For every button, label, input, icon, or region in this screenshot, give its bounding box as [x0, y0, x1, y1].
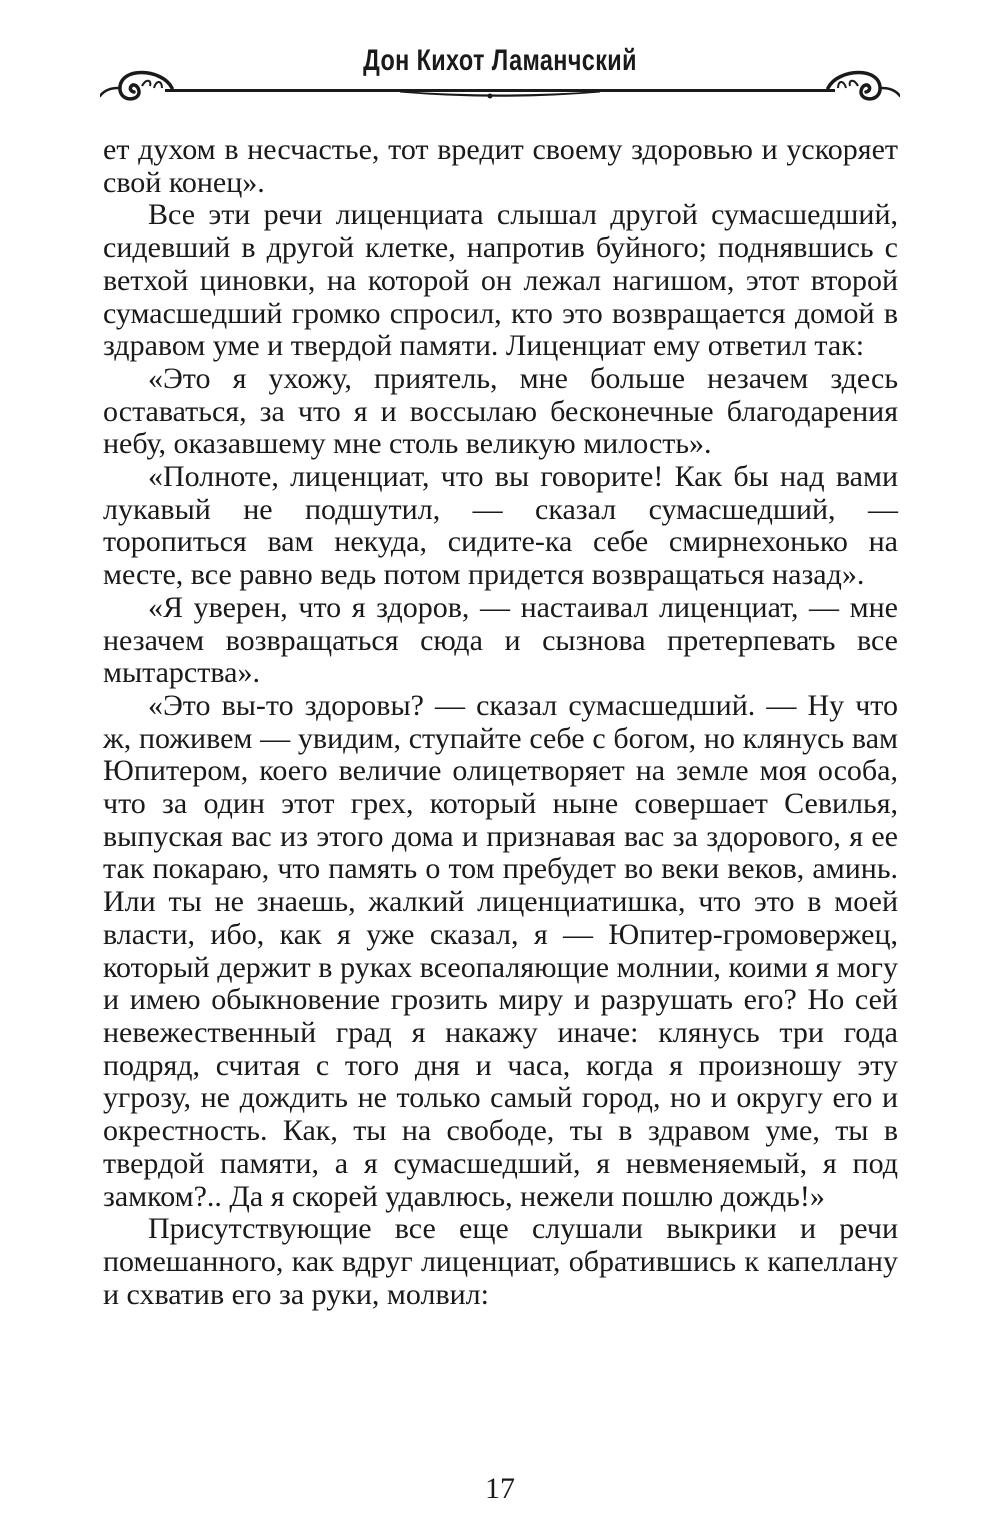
running-head-title: Дон Кихот Ламанчский — [363, 44, 637, 77]
paragraph: «Полноте, лиценциат, что вы говорите! Как бы над вами лукавый не подшутил, — сказал сумасшедший, — торопиться вам некуда, сидите-ка себе смирнехонько на месте, все равно ведь потом придется возвращаться назад». — [103, 460, 898, 592]
page-header — [100, 38, 900, 110]
page-number: 17 — [485, 1472, 515, 1505]
paragraph: Присутствующие все еще слушали выкрики и речи помешанного, как вдруг лиценциат, обратившись к капеллану и схватив его за руки, молвил: — [103, 1212, 898, 1311]
paragraph: «Это вы-то здоровы? — сказал сумасшедший. — Ну что ж, поживем — увидим, ступайте себе с богом, но клянусь вам Юпитером, коего величие олицетворяет на земле моя особа, что за один этот грех, который ныне совершает Севилья, выпуская вас из этого дома и признавая вас за здорового, я ее так покараю, что память о том пребудет во веки веков, аминь. Или ты не знаешь, жалкий лиценциатишка, что это в моей власти, ибо, как я уже сказал, я — Юпитер-громовержец, который держит в руках всеопаляющие молнии, коими я могу и имею обыкновение грозить миру и разрушать его? Но сей невежественный град я накажу иначе: клянусь три года подряд, считая с того дня и часа, когда я произношу эту угрозу, не дождить не только самый город, но и округу его и окрестность. Как, ты на свободе, ты в здравом уме, ты в твердой памяти, а я сумасшедший, я невменяемый, я под замком?.. Да я скорей удавлюсь, нежели пошлю дождь!» — [103, 688, 898, 1213]
paragraph: Все эти речи лиценциата слышал другой сумасшедший, сидевший в другой клетке, напротив буйного; поднявшись с ветхой циновки, на которой он лежал нагишом, этот второй сумасшедший громко спросил, кто это возвращается домой в здравом уме и твердой памяти. Лиценциат ему ответил так: — [103, 198, 898, 363]
paragraph: «Это я ухожу, приятель, мне больше незачем здесь оставаться, за что я и воссылаю бесконечные благодарения небу, оказавшему мне столь великую милость». — [103, 361, 898, 461]
body-text — [103, 134, 898, 1311]
paragraph: ет духом в несчастье, тот вредит своему здоровью и ускоряет свой конец». — [103, 133, 898, 199]
paragraph: «Я уверен, что я здоров, — настаивал лиценциат, — мне незачем возвращаться сюда и сызнова претерпевать все мытарства». — [103, 590, 898, 690]
